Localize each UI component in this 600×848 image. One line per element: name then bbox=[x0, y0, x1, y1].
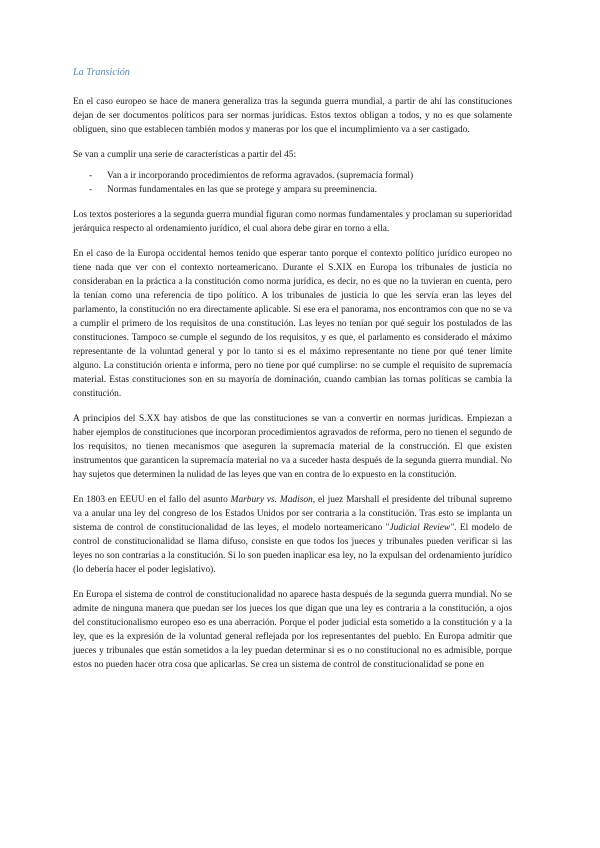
paragraph-early-xx-century: A principios del S.XX hay atisbos de que las constituciones se van a convertir en normas jurídicas. Empiezan a haber ejemplos de constituciones que incorporan procedimientos agravados de reforma, pero no tienen el segundo de los requisitos, no tienen mecanismos que aseguren la supremacía material de la construcción. El que existen instrumentos que garanticen la supremacía material no va a suceder hasta después de la segunda guerra mundial. No hay sujetos que determinen la nulidad de las leyes que van en contra de lo expuesto en la constitución. bbox=[73, 414, 512, 480]
paragraph-characteristics-intro: Se van a cumplir una serie de características a partir del 45: bbox=[73, 150, 297, 160]
characteristics-list bbox=[73, 169, 512, 197]
paragraph-post-war-texts: Los textos posteriores a la segunda guerra mundial figuran como normas fundamentales y proclaman su superioridad jerárquica respecto al ordenamiento jurídico, el cual ahora debe girar en torno a ella. bbox=[73, 210, 512, 234]
bullet-dash: - bbox=[89, 185, 93, 195]
paragraph-europe-control: En Europa el sistema de control de constitucionalidad no aparece hasta después de la segunda guerra mundial. No se admite de ninguna manera que puedan ser los jueces los que digan que una ley es contraria a la constitución, a ojos del constitucionalismo europeo eso es una aberración. Porque el poder judicial esta sometido a la constitución y a la ley, que es la expresión de la voluntad general reflejada por los representantes del pueblo. En Europa admitir que jueces y tribunales que están sometidos a la ley puedan determinar si es o no constitucional no es admisible, porque estos no pueden hacer otra cosa que aplicarlas. Se crea un sistema de control de constitucionalidad se pone en bbox=[73, 590, 512, 670]
section-heading: La Transición bbox=[73, 67, 130, 78]
paragraph-marbury-madison: En 1803 en EEUU en el fallo del asunto Marbury vs. Madison, el juez Marshall el presidente del tribunal supremo va a anular una ley del congreso de los Estados Unidos por ser contraria a la constitución. Tras esto se implanta un sistema de control de constitucionalidad de las leyes, el modelo norteamericano "Judicial Review". El modelo de control de constitucionalidad se llama difuso, consiste en que todos los jueces y tribunales pueden verificar si las leyes no son contrarias a la constitución. Si lo son pueden inaplicar esa ley, no la expulsan del ordenamiento jurídico (lo debería hacer el poder legislativo). bbox=[73, 495, 512, 575]
list-item: - Normas fundamentales en las que se protege y ampara su preeminencia. bbox=[89, 185, 377, 195]
bullet-dash: - bbox=[89, 171, 93, 181]
paragraph-intro: En el caso europeo se hace de manera generaliza tras la segunda guerra mundial, a partir de ahí las constituciones dejan de ser documentos políticos para ser normas jurídicas. Estos textos obligan a todos, y no es que solamente obliguen, sino que establecen también modos y maneras por los que el incumplimiento va a ser castigado. bbox=[73, 97, 512, 135]
paragraph-western-europe: En el caso de la Europa occidental hemos tenido que esperar tanto porque el contexto político jurídico europeo no tiene nada que ver con el contexto norteamericano. Durante el S.XIX en Europa los tribunales de justicia no consideraban en la práctica a la constitución como norma jurídica, es decir, no es que no la tuvieran en cuenta, pero la tenían como una referencia de tipo político. A los tribunales de justicia lo que les servía eran las leyes del parlamento, la constitución no era directamente aplicable. Si ese era el panorama, nos encontramos con que no se va a cumplir el primero de los requisitos de una constitución. Las leyes no tenían por qué seguir los postulados de las constituciones. Tampoco se cumple el segundo de los requisitos, y es que, el parlamento es considerado el máximo representante de la voluntad general y por lo tanto si es el máximo representante no tiene por qué tener límite alguno. La constitución orienta e informa, pero no tiene por qué cumplirse: no se cumple el requisito de supremacía material. Estas constituciones son en su mayoría de dominación, cuando cambian las tornas políticas se cambia la constitución. bbox=[73, 249, 512, 399]
case-name: Marbury vs. Madison bbox=[230, 495, 313, 505]
judicial-review-term: Judicial Review" bbox=[389, 523, 455, 533]
list-item: - Van a ir incorporando procedimientos de reforma agravados. (supremacía formal) bbox=[89, 171, 414, 181]
